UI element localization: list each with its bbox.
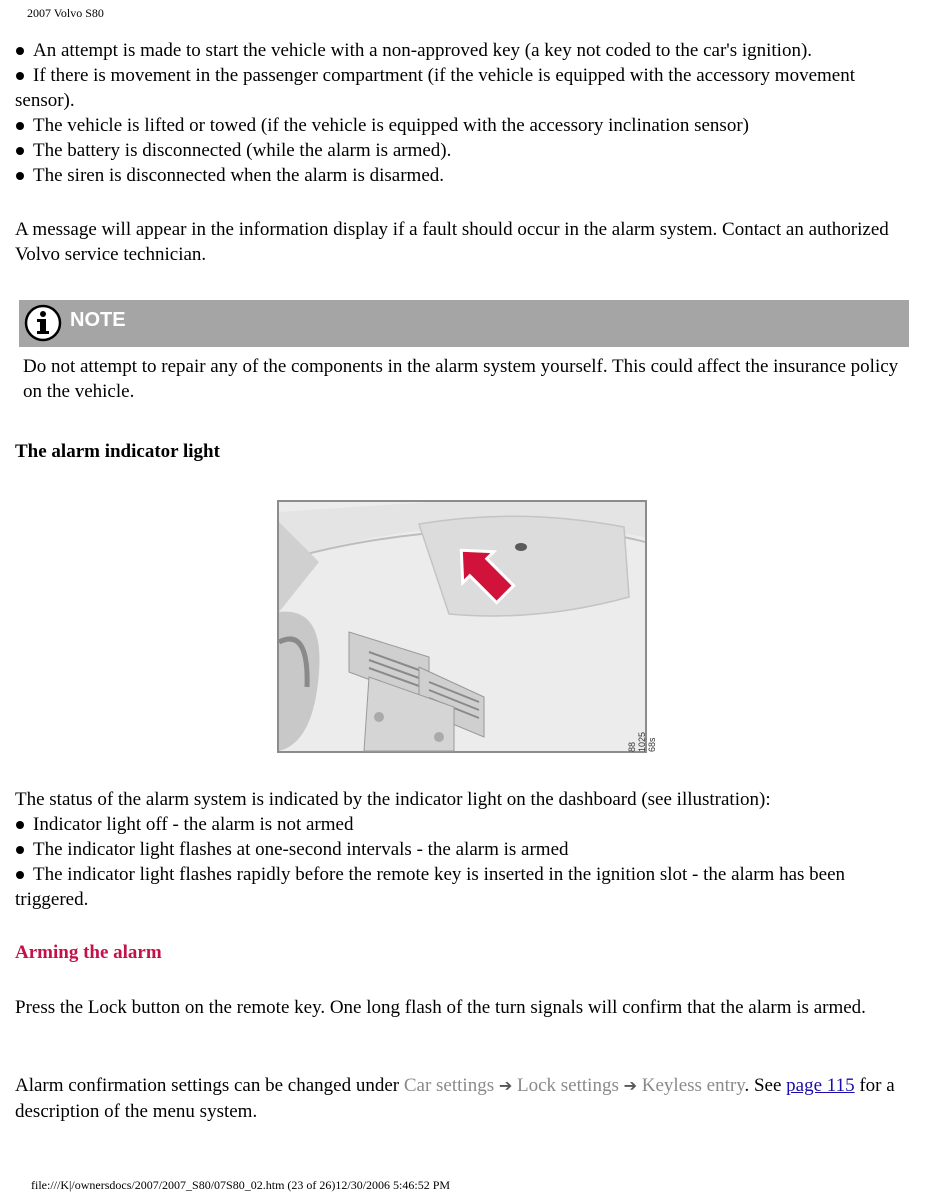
menu-item-lock-settings: Lock settings	[517, 1075, 619, 1096]
settings-paragraph: Alarm confirmation settings can be changed under Car settings ➔ Lock settings ➔ Keyless entry. See page 115 for a description of the menu system.	[15, 1075, 895, 1122]
bullet-icon	[16, 871, 24, 879]
list-item: The vehicle is lifted or towed (if the vehicle is equipped with the accessory inclination sensor)	[15, 113, 915, 138]
list-item: The indicator light flashes rapidly before the remote key is inserted in the ignition slot - the alarm has been triggered.	[15, 864, 846, 910]
dashboard-illustration	[277, 500, 657, 753]
bullet-icon	[16, 147, 24, 155]
page-link[interactable]: page 115	[786, 1075, 855, 1096]
list-item: An attempt is made to start the vehicle with a non-approved key (a key not coded to the car's ignition).	[15, 38, 915, 63]
arrow-right-icon: ➔	[623, 1078, 638, 1095]
bullet-icon	[16, 122, 24, 130]
note-banner	[19, 300, 909, 347]
menu-item-car-settings: Car settings	[403, 1075, 495, 1096]
info-icon	[24, 304, 62, 342]
arming-paragraph: Press the Lock button on the remote key. One long flash of the turn signals will confirm that the alarm is armed.	[15, 997, 866, 1018]
footer-url: file:///K|/ownersdocs/2007/2007_S80/07S80_02.htm (23 of 26)12/30/2006 5:46:52 PM	[31, 1178, 451, 1192]
list-item: The battery is disconnected (while the alarm is armed).	[15, 138, 915, 163]
indicator-intro: The status of the alarm system is indicated by the indicator light on the dashboard (see illustration):	[15, 789, 771, 810]
section-heading-arming: Arming the alarm	[15, 942, 162, 963]
section-heading-indicator: The alarm indicator light	[15, 441, 220, 462]
menu-item-keyless-entry: Keyless entry	[641, 1075, 745, 1096]
bullet-icon	[16, 846, 24, 854]
list-item: The siren is disconnected when the alarm is disarmed.	[15, 163, 915, 188]
list-item: Indicator light off - the alarm is not armed	[15, 812, 915, 837]
fault-message-paragraph: A message will appear in the information display if a fault should occur in the alarm system. Contact an authorized Volvo service technician.	[15, 219, 889, 265]
bullet-icon	[16, 821, 24, 829]
list-item: The indicator light flashes at one-second intervals - the alarm is armed	[15, 837, 915, 862]
bullet-icon	[16, 72, 24, 80]
bullet-icon	[16, 172, 24, 180]
note-label: NOTE	[70, 309, 126, 331]
list-item: If there is movement in the passenger compartment (if the vehicle is equipped with the accessory movement sensor).	[15, 65, 856, 111]
document-header: 2007 Volvo S80	[27, 6, 104, 20]
bullet-icon	[16, 47, 24, 55]
arrow-right-icon: ➔	[498, 1078, 513, 1095]
note-text: Do not attempt to repair any of the components in the alarm system yourself. This could affect the insurance policy on the vehicle.	[23, 356, 899, 402]
figure-code: 88 1025 68s	[627, 731, 657, 752]
